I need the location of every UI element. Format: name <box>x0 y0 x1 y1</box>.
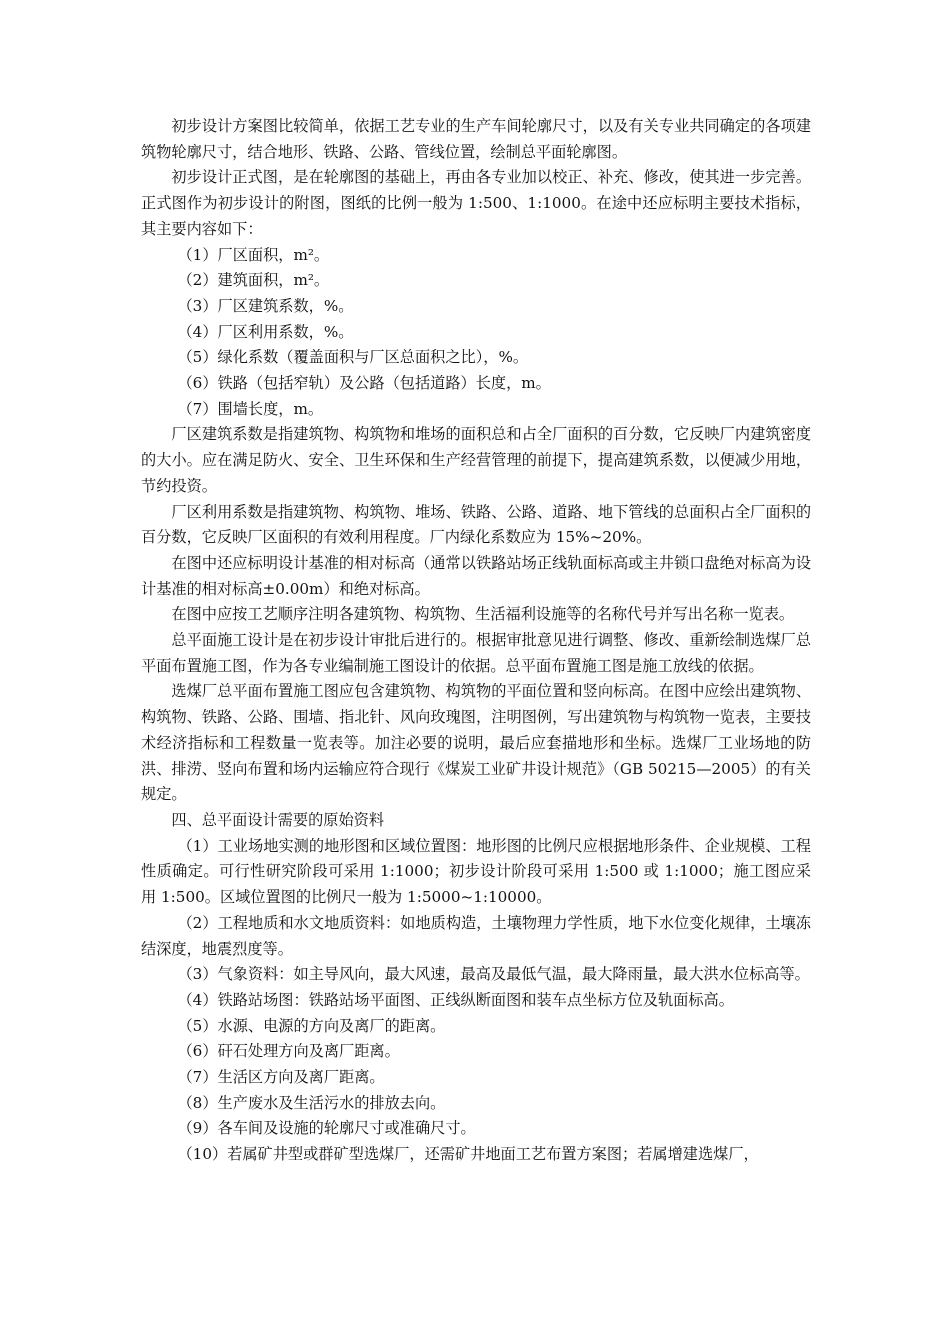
paragraph: 选煤厂总平面布置施工图应包含建筑物、构筑物的平面位置和竖向标高。在图中应绘出建筑物、构筑物、铁路、公路、围墙、指北针、风向玫瑰图，注明图例，写出建筑物与构筑物一览表，主要技术经济指标和工程数量一览表等。加注必要的说明，最后应套描地形和坐标。选煤厂工业场地的防洪、排涝、竖向布置和场内运输应符合现行《煤炭工业矿井设计规范》（GB 50215—2005）的有关规定。 <box>141 682 811 804</box>
list-item: （8）生产废水及生活污水的排放去向。 <box>177 1093 446 1112</box>
list-item: （5）绿化系数（覆盖面积与厂区总面积之比），%。 <box>177 348 529 367</box>
paragraph: 初步设计方案图比较简单，依据工艺专业的生产车间轮廓尺寸，以及有关专业共同确定的各项建筑物轮廓尺寸，结合地形、铁路、公路、管线位置，绘制总平面轮廓图。 <box>141 117 811 161</box>
list-item: （9）各车间及设施的轮廓尺寸或准确尺寸。 <box>177 1119 476 1138</box>
paragraph: 初步设计正式图，是在轮廓图的基础上，再由各专业加以校正、补充、修改，使其进一步完善。正式图作为初步设计的附图，图纸的比例一般为 1:500、1:1000。在途中还应标明主要技术指标，其主要内容如下： <box>141 168 811 238</box>
document-page <box>141 114 811 1168</box>
paragraph: 总平面施工设计是在初步设计审批后进行的。根据审批意见进行调整、修改、重新绘制选煤厂总平面布置施工图，作为各专业编制施工图设计的依据。总平面布置施工图是施工放线的依据。 <box>141 631 811 675</box>
paragraph: 厂区建筑系数是指建筑物、构筑物和堆场的面积总和占全厂面积的百分数，它反映厂内建筑密度的大小。应在满足防火、安全、卫生环保和生产经营管理的前提下，提高建筑系数，以便减少用地，节约投资。 <box>141 425 811 495</box>
list-item: （6）矸石处理方向及离厂距离。 <box>177 1042 400 1061</box>
list-item: （3）厂区建筑系数，%。 <box>177 296 354 315</box>
list-item: （7）生活区方向及离厂距离。 <box>177 1068 385 1087</box>
section-heading: 四、总平面设计需要的原始资料 <box>171 810 385 829</box>
list-item: （1）工业场地实测的地形图和区域位置图：地形图的比例尺应根据地形条件、企业规模、工程性质确定。可行性研究阶段可采用 1:1000；初步设计阶段可采用 1:500 或 1:1000；施工图应采用 1:500。区域位置图的比例尺一般为 1:5000~1:10000。 <box>141 836 811 907</box>
list-item: （10）若属矿井型或群矿型选煤厂，还需矿井地面工艺布置方案图；若属增建选煤厂， <box>177 1145 759 1164</box>
list-item: （2）工程地质和水文地质资料：如地质构造，土壤物理力学性质，地下水位变化规律，土壤冻结深度，地震烈度等。 <box>141 913 811 958</box>
list-item: （3）气象资料：如主导风向，最大风速，最高及最低气温，最大降雨量，最大洪水位标高等。 <box>177 965 810 984</box>
list-item: （1）厂区面积，m²。 <box>177 245 330 264</box>
paragraph: 厂区利用系数是指建筑物、构筑物、堆场、铁路、公路、道路、地下管线的总面积占全厂面积的百分数，它反映厂区面积的有效利用程度。厂内绿化系数应为 15%~20%。 <box>141 502 811 547</box>
paragraph: 在图中还应标明设计基准的相对标高（通常以铁路站场正线轨面标高或主井锁口盘绝对标高为设计基准的相对标高±0.00m）和绝对标高。 <box>141 553 811 598</box>
list-item: （4）铁路站场图：铁路站场平面图、正线纵断面图和装车点坐标方位及轨面标高。 <box>177 990 734 1009</box>
list-item: （2）建筑面积，m²。 <box>177 271 330 290</box>
paragraph: 在图中应按工艺顺序注明各建筑物、构筑物、生活福利设施等的名称代号并写出名称一览表。 <box>171 605 795 624</box>
list-item: （4）厂区利用系数，%。 <box>177 322 354 341</box>
list-item: （6）铁路（包括窄轨）及公路（包括道路）长度，m。 <box>177 374 551 393</box>
list-item: （5）水源、电源的方向及离厂的距离。 <box>177 1016 446 1035</box>
list-item: （7）围墙长度，m。 <box>177 399 324 418</box>
